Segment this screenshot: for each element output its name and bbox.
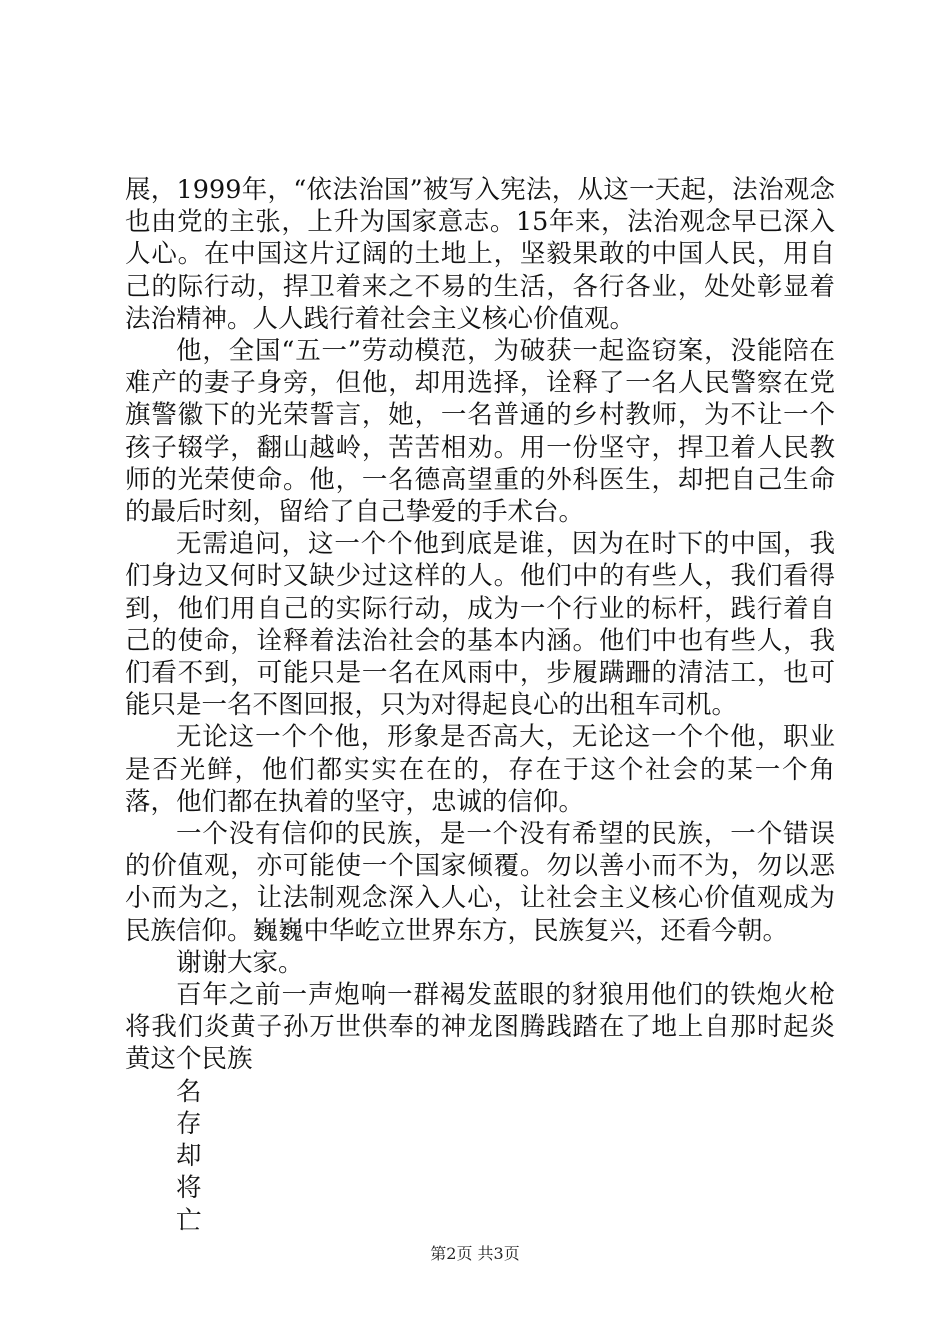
vertical-char-5: 亡 [176,1205,202,1236]
paragraph-2: 他，全国“五一”劳动模范，为破获一起盗窃案，没能陪在难产的妻子身旁，但他，却用选择，诠释了一名人民警察在党旗警徽下的光荣誓言，她，一名普通的乡村教师，为不让一个孩子辍学，翻山越岭，苦苦相劝。用一份坚守，捍卫着人民教师的光荣使命。他，一名德高望重的外科医生，却把自己生命的最后时刻，留给了自己挚爱的手术台。 [125,336,835,528]
paragraph-4: 无论这一个个他，形象是否高大，无论这一个个他，职业是否光鲜，他们都实实在在的，存在于这个社会的某一个角落，他们都在执着的坚守，忠诚的信仰。 [125,722,835,817]
vertical-char-1: 名 [176,1076,202,1107]
paragraph-5: 一个没有信仰的民族，是一个没有希望的民族，一个错误的价值观，亦可能使一个国家倾覆。勿以善小而不为，勿以恶小而为之，让法制观念深入人心，让社会主义核心价值观成为民族信仰。巍巍中华屹立世界东方，民族复兴，还看今朝。 [125,819,835,946]
paragraph-1: 展，1999年，“依法治国”被写入宪法，从这一天起，法治观念也由党的主张，上升为国家意志。15年来，法治观念早已深入人心。在中国这片辽阔的土地上，坚毅果敢的中国人民，用自己的际行动，捍卫着来之不易的生活，各行各业，处处彰显着法治精神。人人践行着社会主义核心价值观。 [125,175,835,334]
paragraph-6: 谢谢大家。 [176,947,304,978]
vertical-char-2: 存 [176,1108,202,1139]
page-number-footer: 第2页 共3页 [430,1244,520,1263]
paragraph-7: 百年之前一声炮响一群褐发蓝眼的豺狼用他们的铁炮火枪将我们炎黄子孙万世供奉的神龙图腾践踏在了地上自那时起炎黄这个民族 [125,980,835,1075]
vertical-char-3: 却 [176,1141,202,1172]
vertical-char-4: 将 [176,1173,202,1204]
paragraph-3: 无需追问，这一个个他到底是谁，因为在时下的中国，我们身边又何时又缺少过这样的人。他们中的有些人，我们看得到，他们用自己的实际行动，成为一个行业的标杆，践行着自己的使命，诠释着法治社会的基本内涵。他们中也有些人，我们看不到，可能只是一名在风雨中，步履蹒跚的清洁工，也可能只是一名不图回报，只为对得起良心的出租车司机。 [125,529,835,721]
document-body [125,174,835,1237]
